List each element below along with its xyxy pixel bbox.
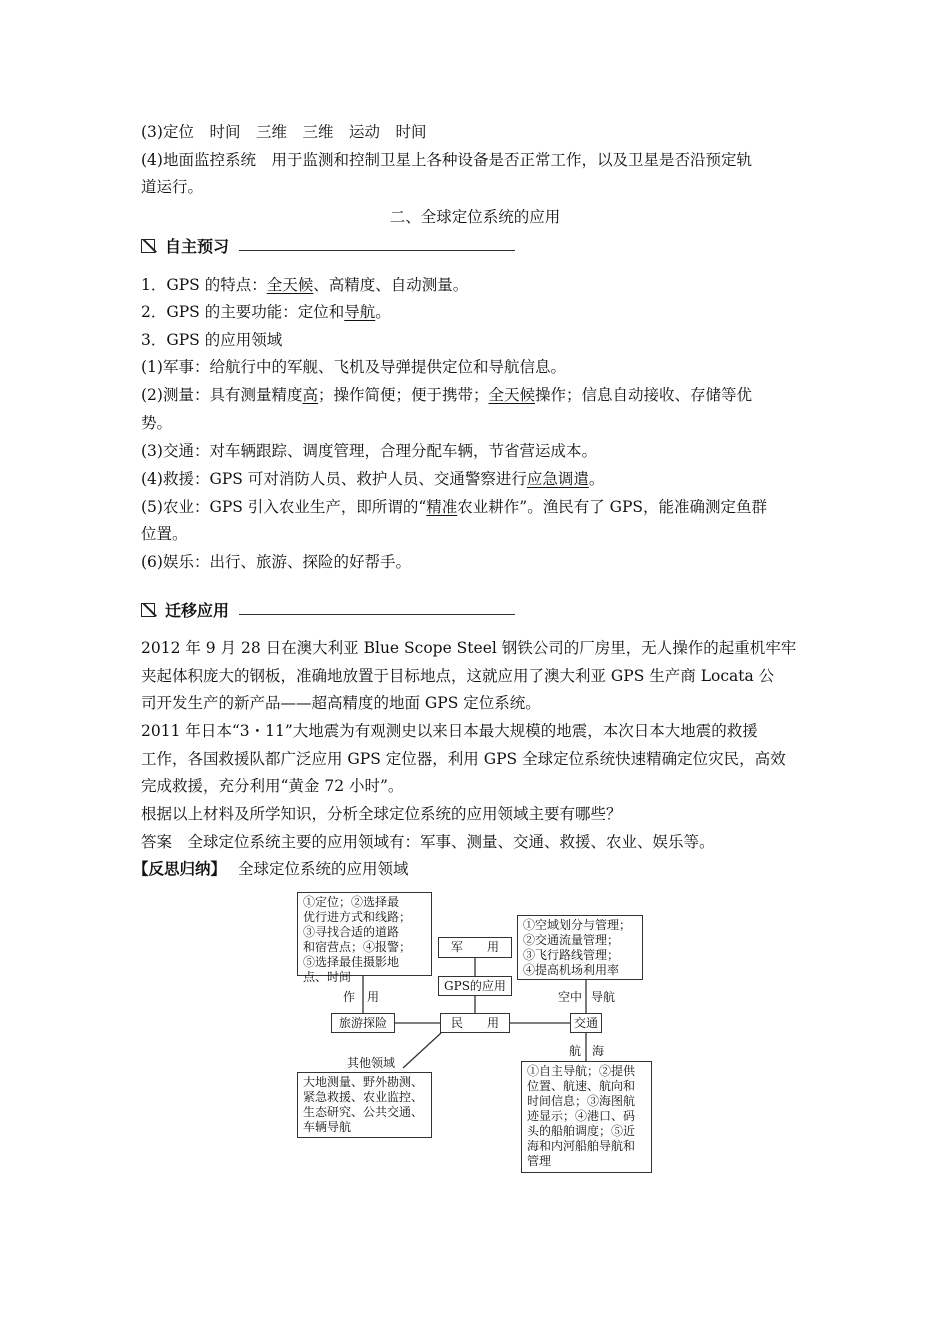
label-air: 空中 <box>558 990 583 1004</box>
answer-blank: 导航 <box>344 303 376 321</box>
reflection-heading: 【反思归纳】 全球定位系统的应用领域 <box>133 859 409 878</box>
section-title: 迁移应用 <box>165 601 230 620</box>
label-hang: 航 <box>569 1044 582 1058</box>
travel-box: 旅游探险 <box>331 1013 395 1033</box>
travel-functions-box: ①定位；②选择最 优行进方式和线路； ③寻找合适的道路 和宿营点；④报警； ⑤选择最佳摄影地 点、时间 <box>297 892 432 976</box>
text-line: 位置。 <box>141 525 188 543</box>
text-line: 3．GPS 的应用领域 <box>141 331 283 349</box>
text-line: 2012 年 9 月 28 日在澳大利亚 Blue Scope Steel 钢铁公司的厂房里，无人操作的起重机牢牢 <box>141 639 797 657</box>
answer-blank: 全天候 <box>488 386 536 404</box>
answer-blank: 应急调遣 <box>526 470 589 488</box>
text-line: 夹起体积庞大的钢板，准确地放置于目标地点，这就应用了澳大利亚 GPS 生产商 Locata 公 <box>141 667 775 685</box>
label-hai: 海 <box>592 1044 605 1058</box>
text-line: 势。 <box>141 414 173 432</box>
civil-box: 民 用 <box>440 1013 510 1033</box>
transport-box: 交通 <box>570 1013 602 1033</box>
gps-application-box: GPS的应用 <box>438 976 512 996</box>
text-line: 司开发生产的新产品——超高精度的地面 GPS 定位系统。 <box>141 694 541 712</box>
label-navigation: 导航 <box>591 990 616 1004</box>
part-title: 二、全球定位系统的应用 <box>389 208 561 226</box>
text-line: 工作，各国救援队都广泛应用 GPS 定位器，利用 GPS 全球定位系统快速精确定位灾民，高效 <box>141 750 786 768</box>
label-function: 作 用 <box>343 990 380 1004</box>
section-title: 自主预习 <box>165 237 230 256</box>
maritime-box: ①自主导航；②提供 位置、航速、航向和 时间信息；③海图航 迹显示；④港口、码 头的船舶调度；⑤近 海和内河船舶导航和 管理 <box>521 1061 652 1173</box>
text-line: 2．GPS 的主要功能：定位和导航。 <box>141 303 391 321</box>
text-line: (6)娱乐：出行、旅游、探险的好帮手。 <box>141 553 411 571</box>
air-traffic-box: ①空域划分与管理； ②交通流量管理； ③飞行路线管理； ④提高机场利用率 <box>517 915 643 980</box>
text-line: (1)军事：给航行中的军舰、飞机及导弹提供定位和导航信息。 <box>141 358 566 376</box>
text-line: 道运行。 <box>141 178 204 196</box>
answer-blank: 高 <box>302 386 318 404</box>
answer: 答案 全球定位系统主要的应用领域有：军事、测量、交通、救援、农业、娱乐等。 <box>141 833 715 851</box>
text-line: 完成救援，充分利用“黄金 72 小时”。 <box>141 777 404 795</box>
answer-blank: 精准 <box>426 498 458 516</box>
answer-blank: 全天候 <box>266 276 314 294</box>
text-line: (2)测量：具有测量精度高；操作简便；便于携带；全天候操作；信息自动接收、存储等优 <box>141 386 753 404</box>
text-line: 1．GPS 的特点：全天候、高精度、自动测量。 <box>141 276 469 294</box>
label-other-fields: 其他领域 <box>347 1056 396 1070</box>
question: 根据以上材料及所学知识，分析全球定位系统的应用领域主要有哪些？ <box>141 805 622 823</box>
text-line: (4)救援：GPS 可对消防人员、救护人员、交通警察进行应急调遣。 <box>141 470 605 488</box>
text-line: (3)定位 时间 三维 三维 运动 时间 <box>141 123 427 141</box>
text-line: (3)交通：对车辆跟踪、调度管理，合理分配车辆，节省营运成本。 <box>141 442 597 460</box>
military-box: 军 用 <box>438 937 512 958</box>
text-line: (4)地面监控系统 用于监测和控制卫星上各种设备是否正常工作，以及卫星是否沿预定轨 <box>141 151 752 169</box>
text-line: (5)农业：GPS 引入农业生产，即所谓的“精准农业耕作”。渔民有了 GPS，能准确测定鱼群 <box>141 498 768 516</box>
other-fields-box: 大地测量、野外勘测、 紧急救援、农业监控、 生态研究、公共交通、 车辆导航 <box>297 1072 432 1138</box>
text-line: 2011 年日本“3・11”大地震为有观测史以来日本最大规模的地震，本次日本大地震的救援 <box>141 722 758 740</box>
